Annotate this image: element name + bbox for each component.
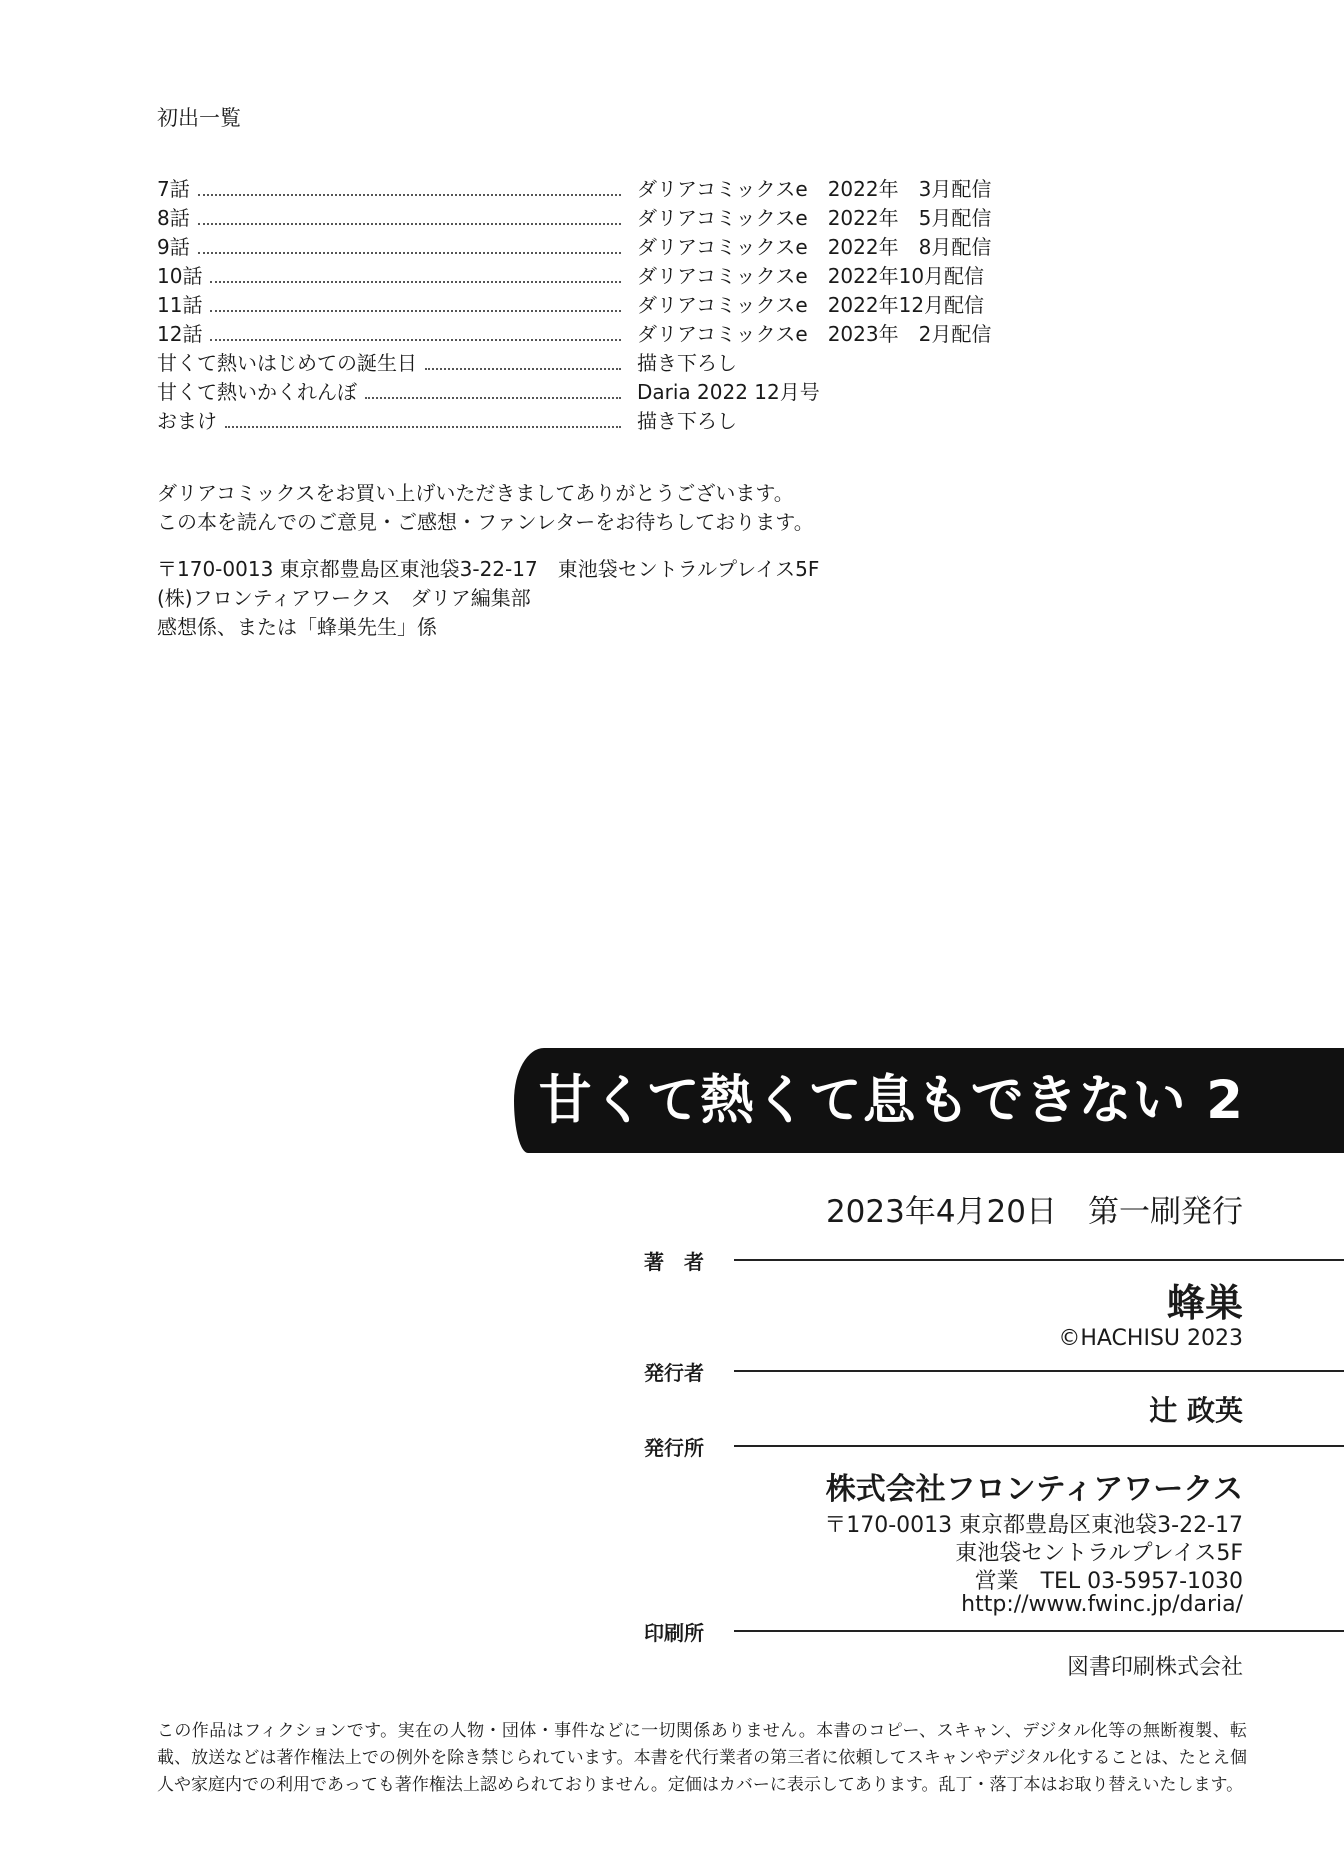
author-name: 蜂巣 [1166,1281,1243,1325]
list-item [157,347,1057,376]
copyright-notice: ©HACHISU 2023 [1058,1326,1243,1351]
printer-label: 印刷所 [644,1621,704,1645]
company-address: 〒170-0013 東京都豊島区東池袋3-22-17 [824,1513,1243,1538]
entry-title: 7話 [157,177,190,201]
entry-title: 12話 [157,322,203,346]
address-line: 感想係、または「蜂巣先生」係 [157,615,437,639]
dot-leader [198,223,621,225]
entry-source: ダリアコミックスe 2022年12月配信 [637,293,985,317]
dot-leader [210,310,621,312]
list-item [157,405,1057,434]
list-item [157,318,1057,347]
fan-letter-address [157,555,819,642]
dot-leader [225,426,621,428]
company-tel: 営業 TEL 03-5957-1030 [974,1569,1243,1594]
company-row [644,1432,1244,1462]
list-item [157,289,1057,318]
thanks-line: ダリアコミックスをお買い上げいただきましてありがとうございます。 [157,481,794,505]
edition-date: 2023年4月20日 第一刷発行 [825,1194,1243,1230]
entry-source: ダリアコミックスe 2022年 5月配信 [637,206,992,230]
printer-row [644,1617,1244,1647]
list-item [157,376,1057,405]
divider [734,1630,1344,1632]
entry-title: 9話 [157,235,190,259]
first-appearance-heading: 初出一覧 [157,106,241,130]
title-banner [514,1048,1344,1153]
legal-disclaimer: この作品はフィクションです。実在の人物・団体・事件などに一切関係ありません。本書のコピー、スキャン、デジタル化等の無断複製、転載、放送などは著作権法上での例外を除き禁じられています。本書を代行業者の第三者に依頼してスキャンやデジタル化することは、たとえ個人や家庭内での利用であっても著作権法上認められておりません。定価はカバーに表示してあります。乱丁・落丁本はお取り替えいたします。 [157,1721,1247,1795]
dot-leader [198,252,621,254]
entry-title: 11話 [157,293,203,317]
book-title: 甘くて熱くて息もできない 2 [538,1070,1244,1131]
dot-leader [198,194,621,196]
divider [734,1370,1344,1372]
entry-title: おまけ [157,409,217,433]
entry-source: ダリアコミックスe 2022年 8月配信 [637,235,992,259]
divider [734,1259,1344,1261]
entry-source: Daria 2022 12月号 [637,380,820,404]
publisher-name: 辻 政英 [1149,1394,1243,1427]
author-label: 著 者 [644,1250,704,1274]
address-line: 〒170-0013 東京都豊島区東池袋3-22-17 東池袋セントラルプレイス5F [157,557,820,581]
divider [734,1445,1344,1447]
dot-leader [425,368,621,370]
company-url: http://www.fwinc.jp/daria/ [961,1592,1243,1617]
address-line: (株)フロンティアワークス ダリア編集部 [157,586,531,610]
list-item [157,173,1057,202]
thanks-line: この本を読んでのご意見・ご感想・ファンレターをお待ちしております。 [157,510,814,534]
entry-source: 描き下ろし [637,409,737,433]
entry-source: ダリアコミックスe 2023年 2月配信 [637,322,992,346]
list-item [157,260,1057,289]
dot-leader [365,397,621,399]
entry-title: 甘くて熱いはじめての誕生日 [157,351,417,375]
first-appearance-list [157,173,1057,434]
entry-title: 10話 [157,264,203,288]
publisher-row [644,1357,1244,1387]
company-label: 発行所 [644,1436,704,1460]
thanks-message [157,479,814,537]
list-item [157,231,1057,260]
entry-title: 甘くて熱いかくれんぼ [157,380,357,404]
printer-name: 図書印刷株式会社 [1066,1655,1243,1680]
entry-source: ダリアコミックスe 2022年10月配信 [637,264,985,288]
entry-title: 8話 [157,206,190,230]
dot-leader [210,339,621,341]
entry-source: 描き下ろし [637,351,737,375]
publisher-label: 発行者 [644,1361,704,1385]
company-name: 株式会社フロンティアワークス [825,1472,1243,1507]
dot-leader [210,281,621,283]
author-row [644,1246,1244,1276]
company-building: 東池袋セントラルプレイス5F [955,1541,1243,1566]
list-item [157,202,1057,231]
entry-source: ダリアコミックスe 2022年 3月配信 [637,177,992,201]
